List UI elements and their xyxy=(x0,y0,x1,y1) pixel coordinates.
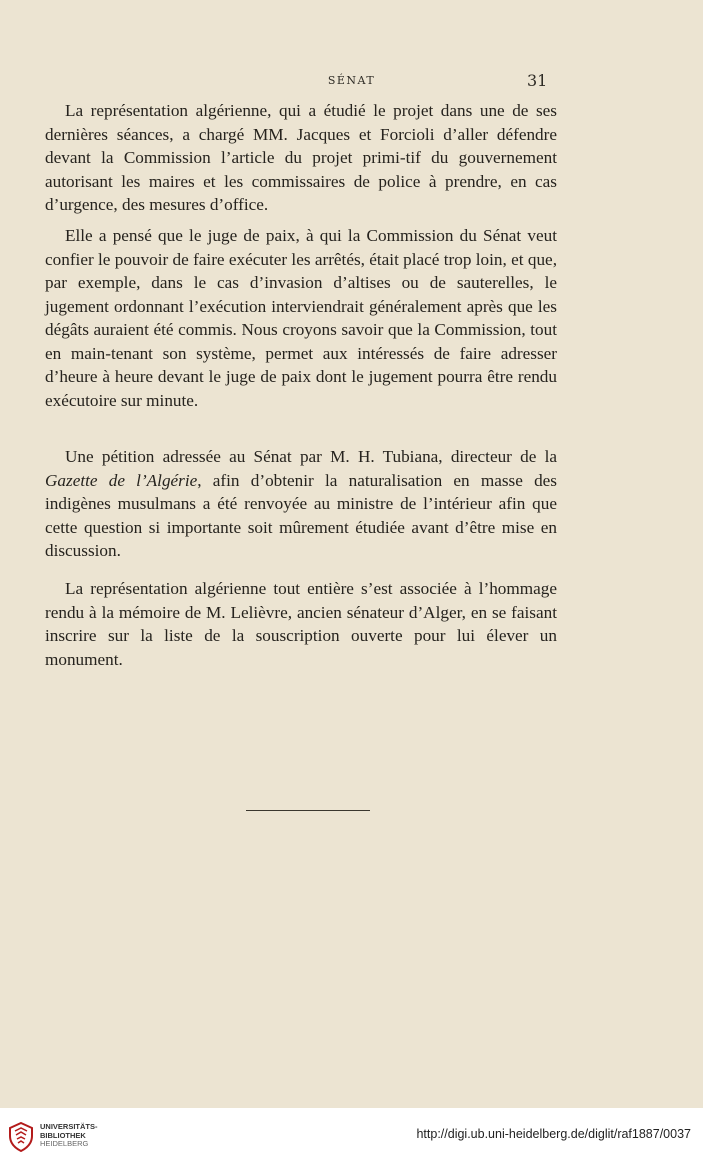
paragraph-text xyxy=(45,445,557,563)
paragraph-1 xyxy=(45,99,557,217)
source-url-link[interactable]: http://digi.ub.uni-heidelberg.de/diglit/raf1887/0037 xyxy=(416,1127,691,1141)
footer-bar xyxy=(0,1108,703,1162)
paragraph-petition xyxy=(45,445,557,563)
page-number: 31 xyxy=(527,71,548,90)
running-head: SÉNAT xyxy=(327,74,376,87)
library-name-line: HEIDELBERG xyxy=(40,1139,89,1148)
paragraph-text: La représentation algérienne, qui a étudié le projet dans une de ses dernières séances, a chargé MM. Jacques et Forcioli d’aller défendre devant la Commission l’article du projet primi-tif du gouvernement autorisant les maires et les commissaires de police à prendre, en cas d’urgence, des mesures d’office. xyxy=(45,101,557,214)
section-divider xyxy=(246,810,370,811)
petition-text-after: , afin d’obtenir la naturalisation en masse des indigènes musulmans a été renvoyée au ministre de l’intérieur afin que cette question si importante soit mûrement étudiée avant d’être mise en discussion. xyxy=(45,470,557,560)
journal-title: Gazette de l’Algérie xyxy=(45,470,198,490)
library-name-line: UNIVERSITÄTS- xyxy=(40,1122,98,1131)
petition-text-before: Une pétition adressée au Sénat par M. H. Tubiana, directeur de la xyxy=(65,447,557,466)
university-library-logo-icon xyxy=(8,1122,34,1152)
paragraph-2 xyxy=(45,224,557,412)
paragraph-text: La représentation algérienne tout entière s’est associée à l’hommage rendu à la mémoire de M. Lelièvre, ancien sénateur d’Alger, en se faisant inscrire sur la liste de la souscription ouverte pour lui élever un monument. xyxy=(45,579,557,669)
library-name-line: BIBLIOTHEK xyxy=(40,1130,86,1140)
library-name xyxy=(40,1123,98,1149)
paragraph-closing xyxy=(45,577,557,671)
paragraph-text: Elle a pensé que le juge de paix, à qui la Commission du Sénat veut confier le pouvoir de faire exécuter les arrêtés, était placé trop loin, et que, par exemple, dans le cas d’invasion d’altises ou de sauterelles, le jugement ordonnant l’exécution interviendrait généralement après que les dégâts auraient été commis. Nous croyons savoir que la Commission, tout en main-tenant son système, permet aux intéressés de faire adresser d’heure à heure devant le juge de paix dont le jugement pourra être rendu exécutoire sur minute. xyxy=(45,226,557,410)
